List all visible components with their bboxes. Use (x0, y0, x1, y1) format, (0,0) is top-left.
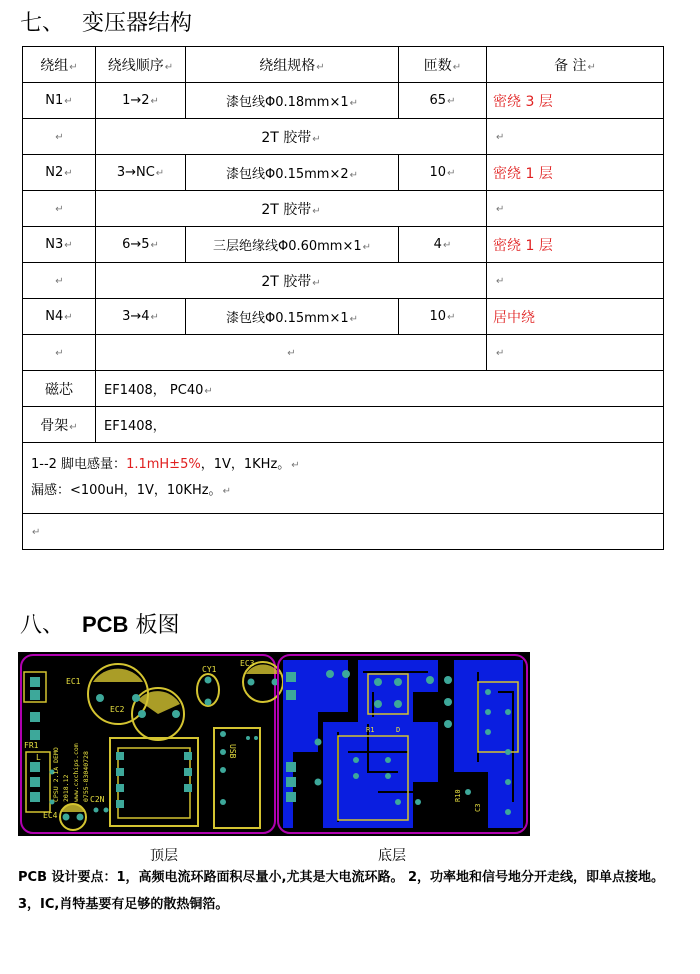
section-number: 八、 (20, 613, 65, 638)
silk-r1: R1 (366, 726, 375, 734)
core-label: 磁芯 (23, 371, 96, 407)
empty-cell: ↵ (487, 263, 664, 299)
silk-c2n: C2N (90, 795, 105, 804)
silk-text-2: 2018.12 (62, 774, 70, 802)
silk-c3: C3 (474, 803, 482, 812)
empty-cell: ↵ (23, 263, 96, 299)
winding-turns: 4↵ (399, 227, 487, 263)
winding-spec: 漆包线Φ0.15mm×2↵ (186, 155, 399, 191)
silk-r10: R10 (454, 789, 462, 802)
header-cell: 绕组↵ (23, 47, 96, 83)
winding-spec: 漆包线Φ0.15mm×1↵ (186, 299, 399, 335)
core-value: EF1408， PC40↵ (96, 371, 664, 407)
header-cell: 绕线顺序↵ (96, 47, 186, 83)
winding-order: 6→5↵ (96, 227, 186, 263)
silk-l: L (36, 753, 41, 762)
tape-cell: 2T 胶带↵ (96, 263, 487, 299)
silk-text-1: CPSU 2.1A DEMO (52, 747, 60, 802)
empty-cell: ↵ (487, 191, 664, 227)
winding-turns: 10↵ (399, 299, 487, 335)
table-row (23, 227, 664, 263)
empty-row (23, 514, 664, 550)
section-heading: 板图 (135, 613, 180, 638)
section-heading-pcb: PCB (82, 612, 129, 637)
section-heading: 变压器结构 (82, 11, 193, 36)
silk-d: D (396, 726, 401, 734)
empty-cell: ↵ (96, 335, 487, 371)
winding-name: N3↵ (23, 227, 96, 263)
header-cell: 备 注↵ (487, 47, 664, 83)
bobbin-row (23, 407, 664, 443)
inductance-line: 1--2 脚电感量：1.1mH±5%，1V，1KHz。↵ (31, 457, 300, 472)
table-row (23, 335, 664, 371)
header-cell: 绕组规格↵ (186, 47, 399, 83)
silk-text-3: www.cxchips.com (72, 743, 80, 802)
transformer-table (22, 46, 664, 550)
silk-text-4: 0755-83040728 (82, 751, 90, 802)
section-8-title (20, 608, 179, 639)
table-row (23, 155, 664, 191)
table-row (23, 299, 664, 335)
winding-spec: 漆包线Φ0.18mm×1↵ (186, 83, 399, 119)
empty-cell: ↵ (487, 335, 664, 371)
pcb-drawing (18, 652, 530, 836)
winding-note: 密绕 1 层 (487, 155, 664, 191)
table-row (23, 119, 664, 155)
notes-cell (23, 443, 664, 514)
table-row (23, 263, 664, 299)
winding-order: 3→NC↵ (96, 155, 186, 191)
section-7-title (20, 6, 192, 37)
leakage-line: 漏感：<100uH，1V，10KHz。↵ (31, 483, 231, 498)
winding-order: 1→2↵ (96, 83, 186, 119)
winding-name: N1↵ (23, 83, 96, 119)
core-row (23, 371, 664, 407)
bobbin-value: EF1408， (96, 407, 664, 443)
pcb-design-points: PCB 设计要点：1，高频电流环路面积尽量小,尤其是大电流环路。 2，功率地和信号地分开走线，即单点接地。3，IC,肖特基要有足够的散热铜箔。 (18, 870, 665, 912)
silk-ec4: EC4 (43, 811, 58, 820)
silk-cy1: CY1 (202, 665, 217, 674)
empty-cell: ↵ (23, 191, 96, 227)
winding-turns: 10↵ (399, 155, 487, 191)
winding-note: 密绕 1 层 (487, 227, 664, 263)
silk-ec1: EC1 (66, 677, 81, 686)
tape-cell: 2T 胶带↵ (96, 191, 487, 227)
bottom-layer-caption: 底层 (378, 848, 406, 864)
notes-row (23, 443, 664, 514)
empty-cell: ↵ (23, 119, 96, 155)
empty-cell: ↵ (487, 119, 664, 155)
silk-ec2: EC2 (110, 705, 125, 714)
winding-note: 密绕 3 层 (487, 83, 664, 119)
section-number: 七、 (20, 11, 65, 36)
table-row (23, 191, 664, 227)
pcb-image (18, 652, 530, 836)
winding-turns: 65↵ (399, 83, 487, 119)
table-header-row (23, 47, 664, 83)
silk-usb: USB (228, 744, 237, 759)
header-cell: 匝数↵ (399, 47, 487, 83)
empty-cell: ↵ (23, 335, 96, 371)
winding-spec: 三层绝缘线Φ0.60mm×1↵ (186, 227, 399, 263)
winding-name: N4↵ (23, 299, 96, 335)
winding-note: 居中绕 (487, 299, 664, 335)
winding-name: N2↵ (23, 155, 96, 191)
silk-ec3: EC3 (240, 659, 255, 668)
bobbin-label: 骨架↵ (23, 407, 96, 443)
silk-fr1: FR1 (24, 741, 39, 750)
winding-order: 3→4↵ (96, 299, 186, 335)
empty-cell: ↵ (23, 514, 664, 550)
table-row (23, 83, 664, 119)
top-layer-caption: 顶层 (150, 848, 178, 864)
tape-cell: 2T 胶带↵ (96, 119, 487, 155)
